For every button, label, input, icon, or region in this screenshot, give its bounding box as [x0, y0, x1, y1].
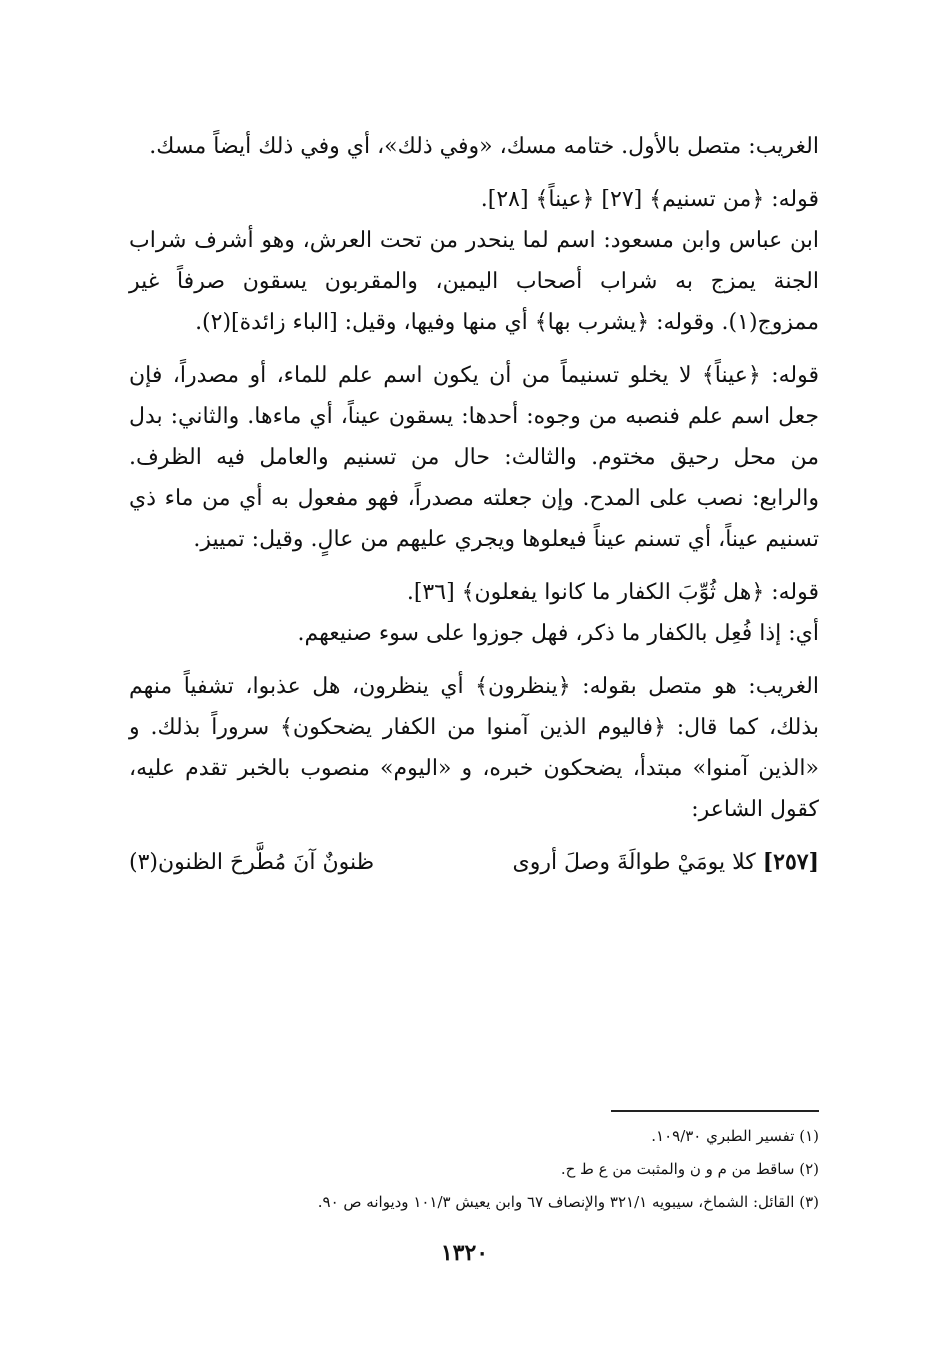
main-text	[129, 126, 819, 883]
paragraph-gharib-2: الغريب: هو متصل بقوله: ﴿ينظرون﴾ أي ينظرون، هل عذبوا، تشفياً منهم بذلك، كما قال: ﴿فاليوم الذين آمنوا من الكفار يضحكون﴾ سروراً بذلك. و «الذين آمنوا» مبتدأ، يضحكون خبره، و «اليوم» منصوب بالخبر تقدم عليه، كقول الشاعر:	[129, 674, 819, 822]
verse-first-hemistich: كلا يومَيْ طوالَةَ وصلَ أروى	[512, 850, 756, 875]
paragraph-gharib-1: الغريب: متصل بالأول. ختامه مسك، «وفي ذلك»، أي وفي ذلك أيضاً مسك.	[149, 134, 819, 159]
footnote-divider	[611, 1110, 819, 1112]
paragraph-tasnim: قوله: ﴿من تسنيم﴾ [٢٧] ﴿عيناً﴾ [٢٨]. ابن عباس وابن مسعود: اسم لما ينحدر من تحت العرش، وهو أشرف شراب الجنة يمزج به شراب أصحاب اليمين، والمقربون يسقون صرفاً غير ممزوج(١). وقوله: ﴿يشرب بها﴾ أي منها وفيها، وقيل: [الباء زائدة](٢).	[129, 187, 819, 335]
paragraph-thuwwiba: قوله: ﴿هل ثُوِّبَ الكفار ما كانوا يفعلون﴾ [٣٦]. أي: إذا فُعِل بالكفار ما ذكر، فهل جوزوا على سوء صنيعهم.	[297, 580, 819, 646]
poetry-verse	[129, 842, 819, 883]
verse-number: [٢٥٧]	[762, 849, 819, 875]
paragraph-aynan: قوله: ﴿عيناً﴾ لا يخلو تسنيماً من أن يكون اسم علم للماء، أو مصدراً، فإن جعل اسم علم فنصبه من وجوه: أحدها: يسقون عيناً، أي ماءها. والثاني: بدل من محل رحيق مختوم. والثالث: حال من تسنيم والعامل فيه الظرف. والرابع: نصب على المدح. وإن جعلته مصدراً، فهو مفعول به أي من ماء ذي تسنيم عيناً، أي تسنم عيناً فيعلوها ويجري عليهم من عالٍ. وقيل: تمييز.	[129, 363, 819, 552]
footnote-3: (٣) القائل: الشماخ، سيبويه ٣٢١/١ والإنصاف ٦٧ وابن يعيش ١٠١/٣ وديوانه ص ٩٠.	[317, 1193, 819, 1211]
page-number: ١٣٢٠	[440, 1240, 489, 1266]
footnote-2: (٢) ساقط من م و ن والمثبت من ع ط ح.	[560, 1160, 819, 1178]
verse-first-part	[512, 842, 819, 883]
footnote-1: (١) تفسير الطبري ١٠٩/٣٠.	[651, 1127, 819, 1145]
footnotes	[129, 1120, 819, 1219]
verse-second-hemistich: ظنونٌ آنَ مُطَّرحَ الظنون(٣)	[129, 850, 375, 875]
